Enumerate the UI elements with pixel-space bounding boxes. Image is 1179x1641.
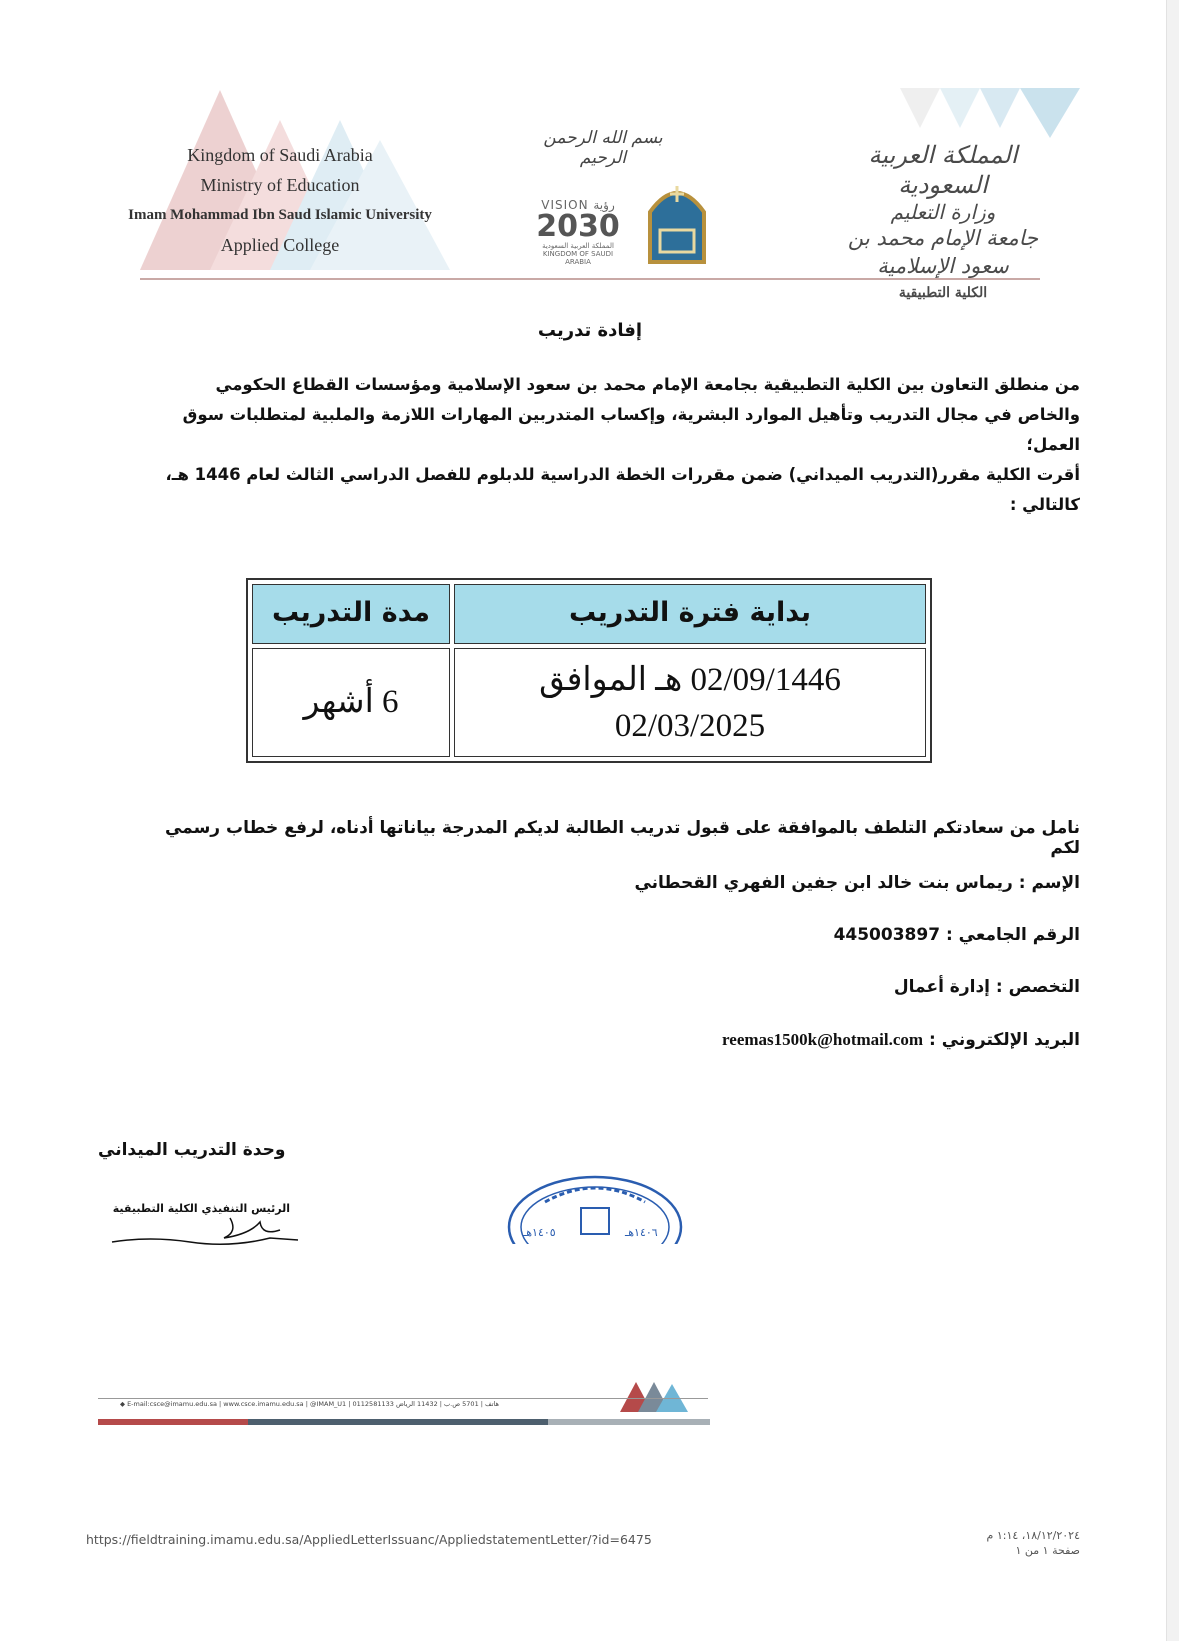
ar-ministry: وزارة التعليم xyxy=(890,200,996,224)
college-emblem-right xyxy=(900,88,1080,138)
en-ministry: Ministry of Education xyxy=(200,175,360,195)
english-letterhead xyxy=(125,140,435,260)
intro-line: والخاص في مجال التدريب وتأهيل الموارد البشرية، وإكساب المتدربين المهارات اللازمة والملبية لمتطلبات سوق العمل؛ xyxy=(182,405,1080,454)
student-major: التخصص : إدارة أعمال xyxy=(893,977,1080,997)
footer-bar-red xyxy=(98,1419,248,1425)
intro-line: كالتالي : xyxy=(1009,495,1080,514)
signature-caption: الرئيس التنفيذي الكلية التطبيقية xyxy=(112,1202,290,1215)
print-date: ١٨/١٢/٢٠٢٤، ١:١٤ م xyxy=(986,1529,1080,1542)
request-sentence: نامل من سعادتكم التلطف بالموافقة على قبول تدريب الطالبة لديكم المدرجة بياناتها أدناه، لرفع خطاب رسمي لكم xyxy=(164,818,1080,858)
ar-university: جامعة الإمام محمد بن سعود الإسلامية xyxy=(847,226,1039,278)
start-date-gregorian: 02/03/2025 xyxy=(614,708,766,744)
header-divider xyxy=(140,278,1040,280)
print-datestamp xyxy=(960,1528,1080,1558)
handwritten-signature xyxy=(110,1212,300,1248)
field-training-unit: وحدة التدريب الميداني xyxy=(98,1140,286,1160)
vision-2030-logo xyxy=(530,198,626,266)
basmala: بسم الله الرحمن الرحيم xyxy=(543,128,663,168)
page-number: صفحة ١ من ١ xyxy=(1015,1544,1080,1557)
print-url: https://fieldtraining.imamu.edu.sa/AppliedLetterIssuanc/AppliedstatementLetter/?id=6475 xyxy=(86,1532,652,1547)
footer-bar-slate xyxy=(248,1419,548,1425)
en-kingdom: Kingdom of Saudi Arabia xyxy=(187,145,373,165)
start-value xyxy=(454,648,926,757)
intro-line: من منطلق التعاون بين الكلية التطبيقية بجامعة الإمام محمد بن سعود الإسلامية ومؤسسات القطاع الحكومي xyxy=(215,375,1080,394)
ar-college: الكلية التطبيقية xyxy=(898,285,988,301)
student-id-value: 445003897 xyxy=(833,925,941,945)
ar-kingdom: المملكة العربية السعودية xyxy=(868,141,1018,199)
duration-value: 6 أشهر xyxy=(252,648,450,757)
vision-year: 2030 xyxy=(536,209,620,244)
start-date-hijri: 02/09/1446 هـ الموافق xyxy=(539,662,841,698)
student-id xyxy=(135,925,1080,945)
student-email-value: reemas1500k@hotmail.com xyxy=(722,1030,924,1049)
student-id-label: الرقم الجامعي : xyxy=(940,925,1080,945)
footer-emblem xyxy=(620,1376,690,1412)
en-college: Applied College xyxy=(220,235,340,255)
page-edge xyxy=(1166,0,1179,1641)
letter-title: إفادة تدريب xyxy=(537,320,643,341)
arabic-letterhead xyxy=(838,140,1048,306)
vision-sub: المملكة العربية السعودية KINGDOM OF SAUDI ARABIA xyxy=(542,242,614,266)
intro-line: أقرت الكلية مقرر(التدريب الميداني) ضمن مقررات الخطة الدراسية للدبلوم للفصل الدراسي الثالث لعام 1446 هـ، xyxy=(165,465,1080,484)
official-stamp xyxy=(505,1172,685,1244)
stamp-year-left: ١٤٠٥هـ xyxy=(523,1226,556,1239)
duration-header: مدة التدريب xyxy=(252,584,450,644)
student-email xyxy=(135,1030,1080,1050)
student-name: الإسم : ريماس بنت خالد ابن جفين الفهري القحطاني xyxy=(634,873,1080,893)
footer-rule xyxy=(98,1398,708,1399)
stamp-year-right: ١٤٠٦هـ xyxy=(625,1226,658,1239)
student-email-label: البريد الإلكتروني : xyxy=(923,1030,1080,1050)
training-table xyxy=(246,578,932,763)
vision-label: VISION رؤية xyxy=(541,198,615,212)
university-crest-icon xyxy=(646,172,708,266)
footer-bar-grey xyxy=(548,1419,710,1425)
start-header: بداية فترة التدريب xyxy=(454,584,926,644)
en-university: Imam Mohammad Ibn Saud Islamic University xyxy=(128,207,432,223)
intro-paragraph xyxy=(135,370,1080,520)
footer-contact: ◆ E-mail:csce@imamu.edu.sa | www.csce.imamu.edu.sa | @IMAM_U1 | 0112581133 هاتف | 5701 ص.ب | 11432 الرياض xyxy=(120,1400,499,1408)
